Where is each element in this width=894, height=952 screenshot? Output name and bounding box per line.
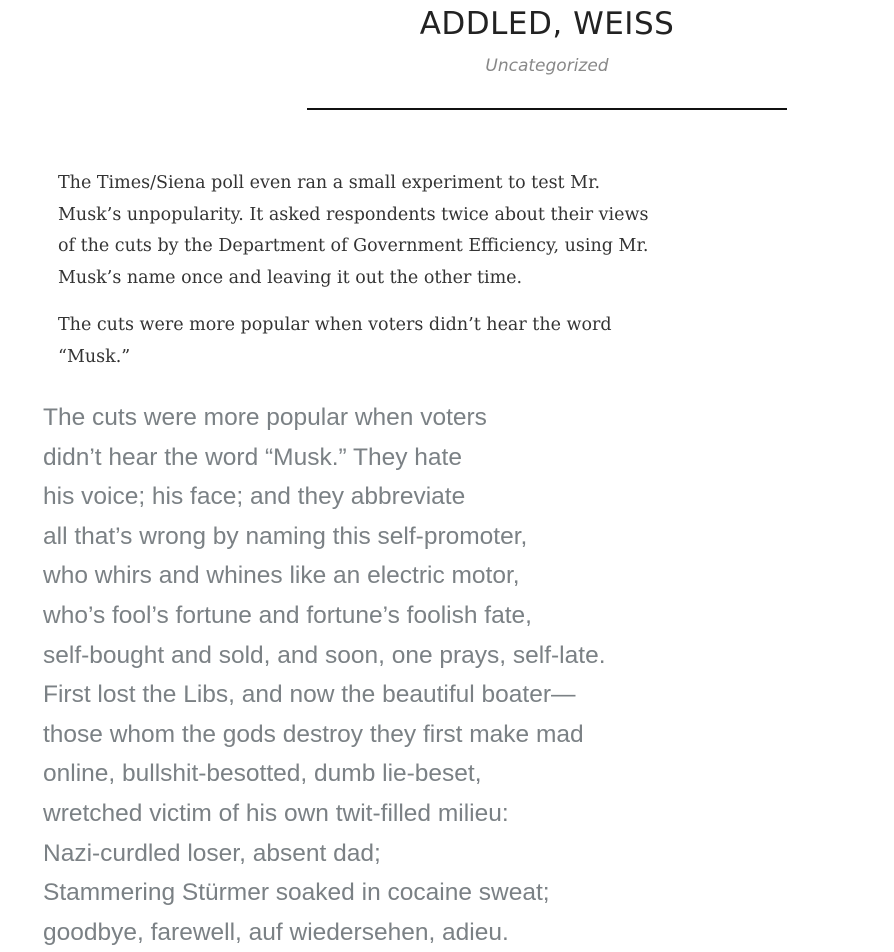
quote-line: The Times/Siena poll even ran a small experiment to test Mr. (58, 173, 601, 193)
poem-body (43, 398, 863, 952)
poem-line: Stammering Stürmer soaked in cocaine sweat; (43, 879, 550, 907)
post-title: ADDLED, WEISS (419, 6, 675, 42)
quote-line: of the cuts by the Department of Government Efficiency, using Mr. (58, 236, 649, 256)
poem-line: his voice; his face; and they abbreviate (43, 483, 466, 511)
poem-line: those whom the gods destroy they first make mad (43, 720, 584, 748)
poem-line: who whirs and whines like an electric motor, (43, 562, 520, 590)
quote-line: The cuts were more popular when voters didn’t hear the word (58, 315, 612, 335)
quote-line: Musk’s name once and leaving it out the other time. (58, 267, 523, 288)
poem-line: self-bought and sold, and soon, one prays, self-late. (43, 641, 606, 669)
quoted-excerpt (58, 168, 698, 373)
poem-line: goodbye, farewell, auf wiedersehen, adieu. (43, 918, 509, 946)
poem-line: The cuts were more popular when voters (43, 404, 487, 431)
title-divider (307, 108, 787, 110)
post-category-link[interactable]: Uncategorized (485, 56, 609, 76)
poem-line: all that’s wrong by naming this self-promoter, (43, 522, 528, 550)
quote-paragraph-1 (58, 168, 698, 294)
quote-line: “Musk.” (58, 346, 131, 367)
poem-line: wretched victim of his own twit-filled milieu: (43, 799, 509, 827)
quote-paragraph-2 (58, 310, 698, 373)
poem-line: First lost the Libs, and now the beautiful boater— (43, 681, 576, 709)
paragraph-spacer (58, 294, 698, 310)
quote-line: Musk’s unpopularity. It asked respondents twice about their views (58, 204, 649, 225)
poem-line: Nazi-curdled loser, absent dad; (43, 839, 381, 867)
poem-line: didn’t hear the word “Musk.” They hate (43, 443, 462, 471)
poem-line: online, bullshit-besotted, dumb lie-beset, (43, 760, 482, 788)
poem-line: who’s fool’s fortune and fortune’s foolish fate, (43, 601, 532, 629)
